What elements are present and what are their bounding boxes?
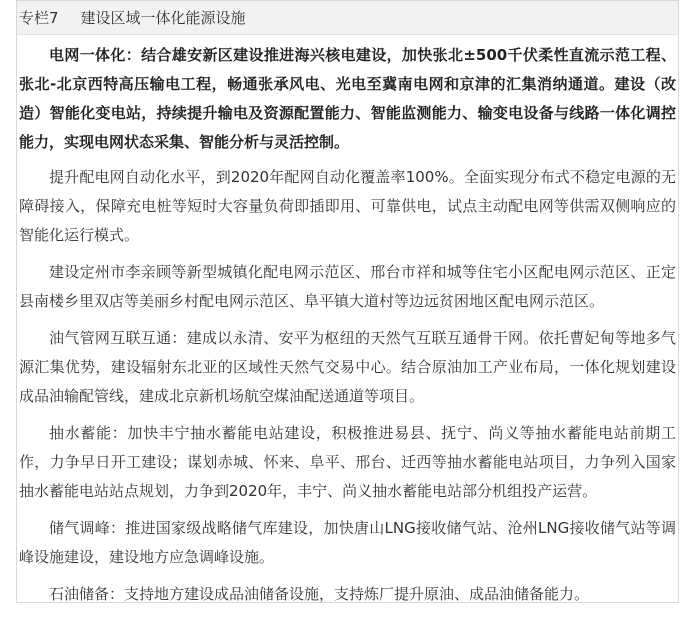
sidebar-box [16,0,679,603]
paragraph-distribution-automation: 提升配电网自动化水平，到2020年配网自动化覆盖率100%。全面实现分布式不稳定电源的无障碍接入，保障充电桩等短时大容量负荷即插即用、可靠供电，试点主动配电网等供需双侧响应的智能化运行模式。 [19,168,676,244]
paragraph-grid-integration: 电网一体化：结合雄安新区建设推进海兴核电建设，加快张北±500千伏柔性直流示范工程、张北-北京西特高压输电工程，畅通张承风电、光电至冀南电网和京津的汇集消纳通道。建设（改造）智能化变电站，持续提升输电及资源配置能力、智能监测能力、输变电设备与线路一体化调控能力，实现电网状态采集、智能分析与灵活控制。 [19,46,676,151]
paragraph-oil-gas-pipeline: 油气管网互联互通：建成以永清、安平为枢纽的天然气互联互通骨干网。依托曹妃甸等地多气源汇集优势，建设辐射东北亚的区域性天然气交易中心。结合原油加工产业布局，一体化规划建设成品油输配管线，建成北京新机场航空煤油配送通道等项目。 [19,329,676,405]
paragraph-oil-reserve: 石油储备：支持地方建设成品油储备设施，支持炼厂提升原油、成品油储备能力。 [49,585,590,603]
paragraph-gas-storage: 储气调峰：推进国家级战略储气库建设，加快唐山LNG接收储气站、沧州LNG接收储气站等调峰设施建设，建设地方应急调峰设施。 [19,519,676,566]
sidebar-box-content [17,35,678,609]
sidebar-box-label: 专栏7 [19,9,59,27]
paragraph-demo-zones: 建设定州市李亲顾等新型城镇化配电网示范区、邢台市祥和城等住宅小区配电网示范区、正定县南楼乡里双店等美丽乡村配电网示范区、阜平镇大道村等边远贫困地区配电网示范区。 [19,263,676,310]
sidebar-box-title: 建设区域一体化能源设施 [80,9,246,27]
paragraph-pumped-storage: 抽水蓄能：加快丰宁抽水蓄能电站建设，积极推进易县、抚宁、尚义等抽水蓄能电站前期工作，力争早日开工建设；谋划赤城、怀来、阜平、邢台、迁西等抽水蓄能电站项目，力争列入国家抽水蓄能电站站点规划，力争到2020年，丰宁、尚义抽水蓄能电站部分机组投产运营。 [19,424,676,500]
sidebar-box-header [17,1,678,35]
